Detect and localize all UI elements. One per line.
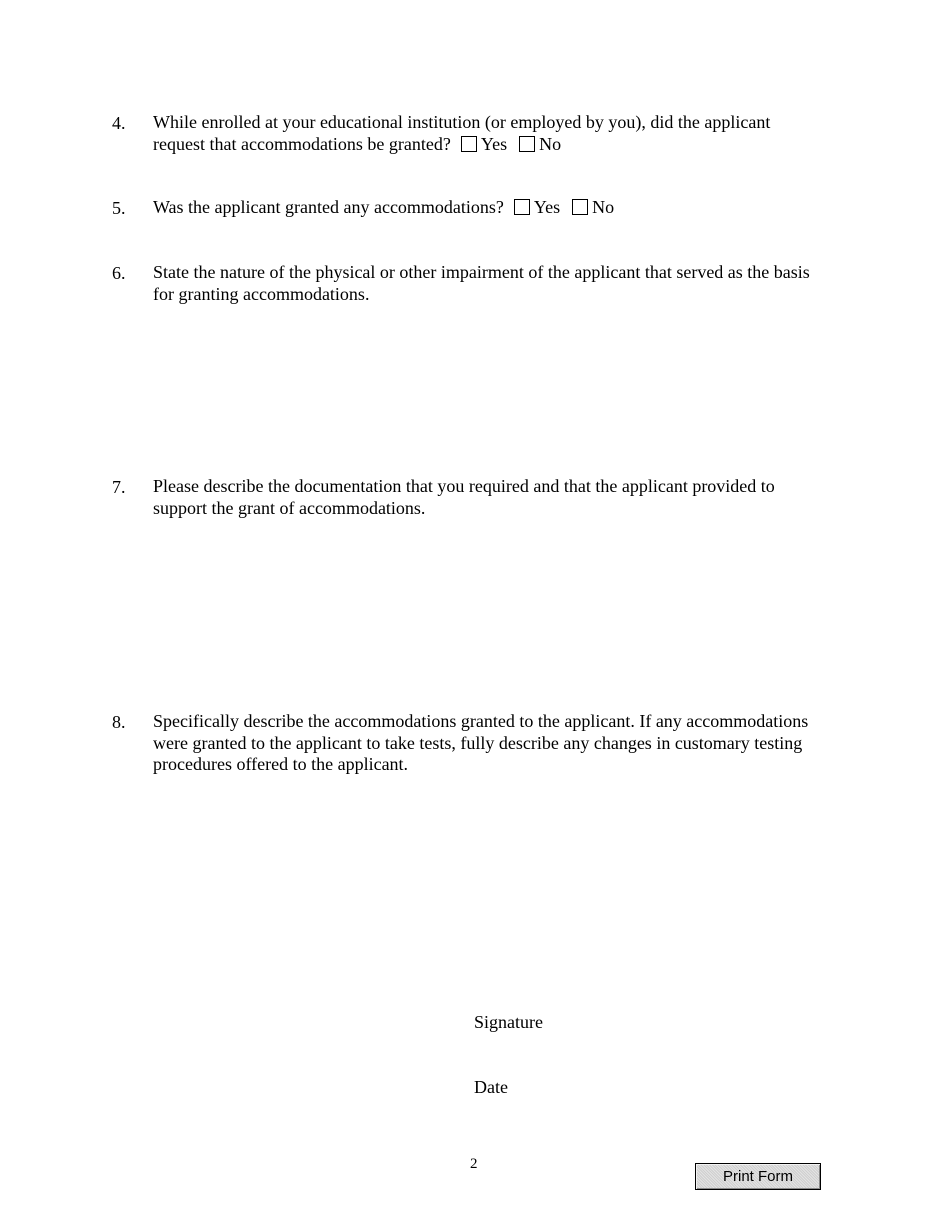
- question-number: 6.: [112, 263, 126, 283]
- no-label: No: [592, 197, 615, 217]
- question-number: 5.: [112, 198, 126, 218]
- question-text: [153, 711, 853, 776]
- question-number: 8.: [112, 712, 126, 732]
- question-line: procedures offered to the applicant.: [153, 754, 409, 774]
- no-checkbox[interactable]: [572, 199, 588, 215]
- question-text: [153, 112, 853, 155]
- question-line: for granting accommodations.: [153, 283, 370, 304]
- question-line: were granted to the applicant to take tests, fully describe any changes in customary testing: [153, 732, 803, 753]
- yes-checkbox[interactable]: [514, 199, 530, 215]
- question-line: Please describe the documentation that you required and that the applicant provided to: [153, 476, 775, 496]
- no-checkbox[interactable]: [519, 136, 535, 152]
- date-label: Date: [474, 1077, 508, 1097]
- question-number: 7.: [112, 477, 126, 497]
- yes-checkbox[interactable]: [461, 136, 477, 152]
- question-number: 4.: [112, 113, 126, 133]
- question-line: State the nature of the physical or other impairment of the applicant that served as the basis: [153, 262, 810, 282]
- no-label: No: [539, 133, 562, 154]
- page-number: 2: [470, 1156, 478, 1172]
- question-line-with-options: [153, 134, 853, 156]
- question-text: [153, 197, 853, 219]
- question-line: Specifically describe the accommodations granted to the applicant. If any accommodations: [153, 711, 809, 731]
- question-text: [153, 262, 853, 305]
- yes-label: Yes: [480, 133, 508, 154]
- print-form-button[interactable]: Print Form: [695, 1163, 821, 1190]
- question-line: request that accommodations be granted?: [153, 133, 451, 154]
- signature-label: Signature: [474, 1012, 543, 1032]
- question-line: Was the applicant granted any accommodations?: [153, 197, 504, 217]
- question-line: support the grant of accommodations.: [153, 497, 426, 518]
- question-text: [153, 476, 853, 519]
- question-line: While enrolled at your educational institution (or employed by you), did the applicant: [153, 112, 771, 132]
- yes-label: Yes: [533, 197, 561, 217]
